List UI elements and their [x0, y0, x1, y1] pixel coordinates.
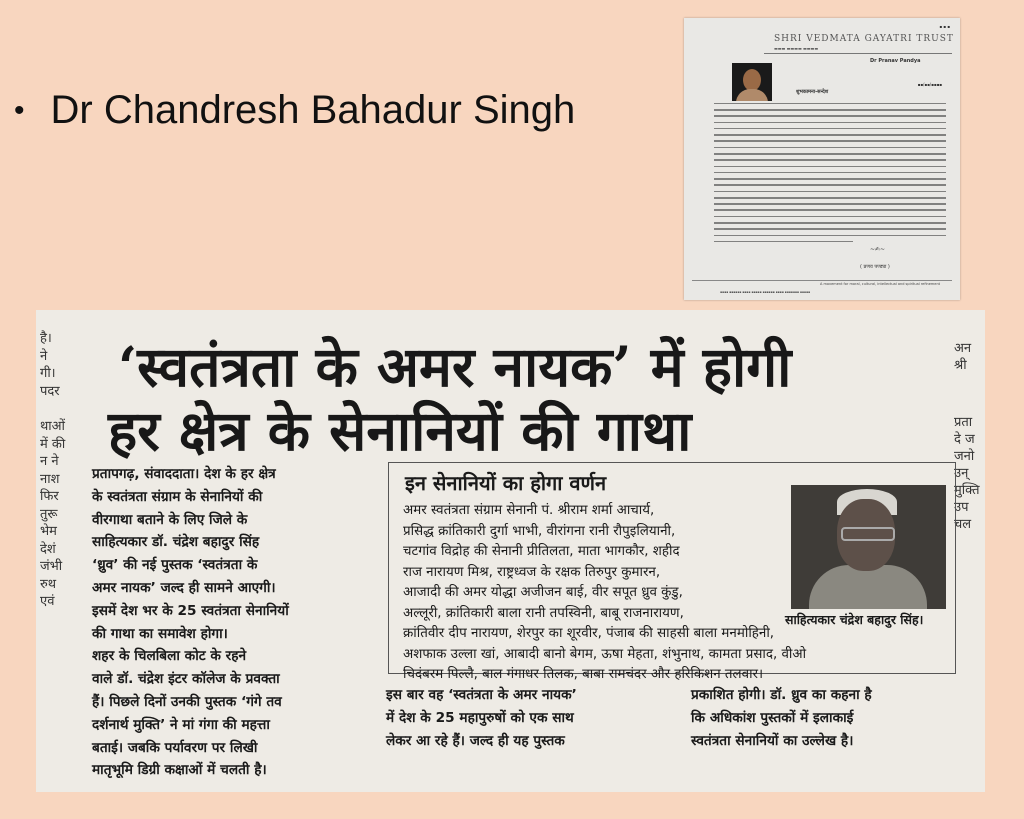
- signer-block: [870, 58, 950, 64]
- letter-address: ▪▪▪▪ ▪▪▪▪▪▪ ▪▪▪▪ ▪▪▪▪▪ ▪▪▪▪▪▪ ▪▪▪▪ ▪▪▪▪▪▪▪ ▪▪▪▪▪: [720, 290, 811, 294]
- freedom-fighters-box: [388, 462, 956, 682]
- story-continuation-right: प्रकाशित होगी। डॉ. ध्रुव का कहना है कि अधिकांश पुस्तकों में इलाकाई स्वतंत्रता सेनानियों का उल्लेख है।: [691, 687, 872, 749]
- title-text: Dr Chandresh Bahadur Singh: [50, 88, 576, 132]
- trust-subtitle: ▬▬▬ ▬▬▬▬ ▬▬▬▬: [774, 46, 819, 51]
- left-column-fragments: है। ने गी। पदर थाओं में की न ने नाश फिर तुरू भेम देशं जंभी रुथ एवं: [40, 331, 66, 609]
- letterhead-rule: [764, 53, 952, 54]
- author-photo: [791, 485, 946, 609]
- letter-footer-rule: [692, 280, 952, 281]
- slide-title: [14, 88, 575, 133]
- letter-date: ▪▪/▪▪/▪▪▪▪: [917, 82, 942, 87]
- bullet-point: •: [14, 93, 25, 127]
- letter-tagline: A movement for moral, cultural, intellectual and spiritual refinement: [820, 282, 941, 286]
- right-column-fragments: अन श्री प्रता दे ज जनो उन् मुक्ति उप चल: [954, 341, 980, 532]
- letter-body: [714, 98, 946, 247]
- letterhead-contact: ▪ ▪ ▪: [939, 24, 950, 29]
- handwritten-signature: ~✍~: [870, 246, 886, 253]
- story-column: प्रतापगढ़, संवाददाता। देश के हर क्षेत्र के स्वतंत्रता संग्राम के सेनानियों की वीरगाथा बताने के लिए जिले के साहित्यकार डॉ. चंद्रेश बहादुर सिंह ‘ध्रुव’ की नई पुस्तक ‘स्वतंत्रता के अमर नायक’ जल्द ही सामने आएगी। इसमें देश भर के 25 स्वतंत्रता सेनानियों की गाथा का समावेश होगा। शहर के चिलबिला कोट के रहने वाले डॉ. चंद्रेश इंटर कॉलेज के प्रवक्ता हैं। पिछले दिनों उनकी पुस्तक ‘गंगे तव दर्शनार्थ मुक्ति’ ने मां गंगा की महत्ता बताई। जबकि पर्यावरण पर लिखी मातृभूमि डिग्री कक्षाओं में चलती है।: [92, 466, 289, 779]
- signer-photo: [732, 63, 772, 101]
- newspaper-clipping: [36, 310, 985, 792]
- box-text: अमर स्वतंत्रता संग्राम सेनानी पं. श्रीराम शर्मा आचार्य, प्रसिद्ध क्रांतिकारी दुर्गा भाभी, वीरांगना रानी रौपुइलियानी, चटगांव विद्रोह की सेनानी प्रीतिलता, माता भागकौर, शहीद राज नारायण मिश्र, राष्ट्रध्वज के रक्षक तिरुपुर कुमारन, आजादी की अमर योद्धा अजीजन बाई, वीर सपूत ध्रुव कुंडु, अल्लूरी, क्रांतिकारी बाला रानी तपस्विनी, बाबू राजनारायण, क्रांतिवीर दीप नारायण, शेरपुर का शूरवीर, पंजाब की साहसी बाला मनमोहिनी, अशफाक उल्ला खां, आबादी बानो बेगम, ऊषा मेहता, शंभुनाथ, कामता प्रसाद, वीओ चिदंबरम पिल्लै, बाल गंगाधर तिलक, बाबा रामचंदर और हरिकिशन तलवार।: [403, 503, 807, 682]
- letter-heading: शुभकामना-सन्देश: [796, 89, 829, 95]
- signer-title: Dr Pranav Pandya: [870, 58, 921, 64]
- letter-image: [684, 18, 960, 300]
- trust-name: SHRI VEDMATA GAYATRI TRUST: [774, 34, 954, 44]
- story-continuation-mid: इस बार वह ‘स्वतंत्रता के अमर नायक’ में देश के 25 महापुरुषों को एक साथ लेकर आ रहे हैं। जल्द ही यह पुस्तक: [386, 687, 577, 749]
- signer-name: ( प्रणव पण्ड्या ): [860, 264, 890, 270]
- headline-line-2: हर क्षेत्र के सेनानियों की गाथा: [108, 398, 692, 463]
- box-title: इन सेनानियों का होगा वर्णन: [405, 471, 607, 495]
- headline-line-1: ‘स्वतंत्रता के अमर नायक’ में होगी: [118, 334, 792, 399]
- photo-caption: साहित्यकार चंद्रेश बहादुर सिंह।: [785, 612, 924, 627]
